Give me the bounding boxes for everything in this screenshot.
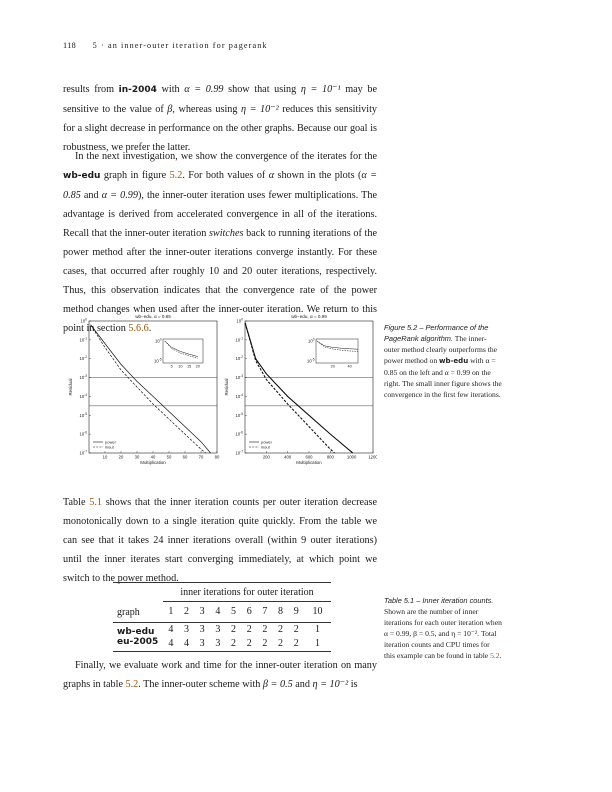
- inset-y-tick-label: $10^{-5}$: [153, 357, 162, 364]
- legend-label-power: power: [261, 439, 272, 445]
- x-tick-label: 60: [182, 454, 188, 460]
- x-axis-label: Multiplication: [140, 460, 166, 465]
- y-tick-label: $10^{-5}$: [79, 411, 87, 418]
- y-tick-label: $10^{-3}$: [79, 374, 87, 381]
- table-col-header: 5: [231, 606, 237, 618]
- legend-label-power: power: [105, 439, 116, 445]
- inset-x-tick-label: 40: [347, 364, 352, 369]
- x-tick-label: 200: [262, 454, 270, 460]
- table-cell: 2: [246, 624, 252, 635]
- table-row: [113, 622, 331, 637]
- chart-title: wb−edu, α = 0.85: [135, 314, 171, 319]
- table-cell: 1: [315, 624, 321, 635]
- inset-x-tick-label: 15: [186, 364, 192, 369]
- paragraph-4: Finally, we evaluate work and time for the inner-outer iteration on many graphs in table 5.2. The inner-outer scheme with β = 0.5 and η = 10⁻² is: [63, 660, 377, 690]
- x-tick-label: 40: [150, 454, 156, 460]
- table-cell: 2: [293, 624, 299, 635]
- y-tick-label: $10^0$: [236, 317, 243, 324]
- x-tick-label: 70: [198, 454, 204, 460]
- inset-frame: [316, 339, 358, 363]
- chapter-title: 5 · an inner-outer iteration for pagerank: [92, 41, 268, 50]
- table-cell: 2: [231, 638, 237, 649]
- paragraph-2: In the next investigation, we show the convergence of the iterates for the wb-edu graph in figure 5.2. For both values of α shown in the plots (α = 0.85 and α = 0.99), the inner-outer iteration uses fewer multiplications. The advantage is derived from accelerated convergence in all of the iterations. Recall that the inner-outer iteration switches back to running iterations of the power method after the inner-outer iterations converge instantly. For these cases, that occurred after roughly 10 and 20 outer iterations, respectively. Thus, this observation indicates that the convergence rate of the power method changes when used after the inner-outer iteration. We return to this point in section 5.6.6.: [63, 151, 377, 334]
- y-tick-label: $10^{-7}$: [235, 449, 243, 456]
- table-col-header: 2: [184, 606, 189, 618]
- y-tick-label: $10^{-6}$: [79, 430, 87, 437]
- table-cell: 2: [262, 638, 268, 649]
- table-cell: 3: [215, 638, 221, 649]
- paragraph-3: Table 5.1 shows that the inner iteration counts per outer iteration decrease monotonically down to a single iteration quite quickly. From the table we can see that it takes 24 inner iterations overall (within 9 outer iterations) until the inner iterates start converging immediately, at which point we switch to the power method.: [63, 497, 377, 584]
- page-number: 118: [63, 41, 77, 50]
- table-group-header: inner iterations for outer iteration: [163, 583, 331, 602]
- table-row: [113, 637, 331, 652]
- table-cell: 4: [184, 638, 189, 649]
- table-col-header: 9: [293, 606, 299, 618]
- x-tick-label: 1000: [347, 454, 357, 460]
- y-tick-label: $10^{-3}$: [235, 374, 243, 381]
- x-tick-label: 1200: [368, 454, 377, 460]
- table-cell-graph: eu-2005: [117, 636, 159, 647]
- table-col-header: 6: [246, 606, 252, 618]
- y-tick-label: $10^{-4}$: [79, 392, 87, 399]
- table-ref-link[interactable]: 5.1: [89, 497, 102, 508]
- table-cell: 3: [215, 624, 221, 635]
- figure-ref-link[interactable]: 5.2: [169, 170, 183, 181]
- y-tick-label: $10^{-4}$: [235, 392, 243, 399]
- y-tick-label: $10^{-2}$: [79, 355, 87, 362]
- x-axis-label: Multiplication: [296, 460, 322, 465]
- x-tick-label: 50: [166, 454, 172, 460]
- y-axis-label: Residual: [68, 378, 73, 396]
- y-tick-label: $10^{-1}$: [79, 336, 87, 343]
- graph-name: in-2004: [118, 85, 157, 95]
- x-tick-label: 600: [305, 454, 313, 460]
- legend-label-inout: inout: [261, 444, 270, 450]
- inset-y-tick-label: $10^0$: [308, 337, 315, 344]
- inset-x-tick-label: 20: [195, 364, 200, 369]
- y-tick-label: $10^{-2}$: [235, 355, 243, 362]
- table-col-header: 8: [278, 606, 284, 618]
- table-row-header: graph: [117, 606, 140, 618]
- inset-x-tick-label: 5: [170, 364, 173, 369]
- convergence-plots: [57, 312, 377, 474]
- table-ref-link[interactable]: 5.2: [490, 651, 500, 660]
- table-cell: 2: [293, 638, 299, 649]
- table-col-header: 10: [312, 606, 323, 618]
- table-5-1: [113, 582, 331, 652]
- x-tick-label: 800: [326, 454, 334, 460]
- graph-name: wb-edu: [63, 171, 101, 181]
- x-tick-label: 80: [214, 454, 220, 460]
- table-cell: 4: [168, 638, 174, 649]
- running-header: [63, 41, 268, 50]
- x-tick-label: 20: [118, 454, 124, 460]
- table-cell: 1: [315, 638, 321, 649]
- section-ref-link[interactable]: 5.6.6: [128, 323, 149, 334]
- table-cell: 3: [199, 638, 205, 649]
- table-cell: 3: [199, 624, 205, 635]
- figure-caption: Figure 5.2 – Performance of the PageRank algorithm. The inner-outer method clearly outperforms the power method on wb-edu with α = 0.85 on the left and α = 0.99 on the right. The small inner figure shows the convergence in the first few iterations.: [384, 323, 502, 399]
- table-cell: 4: [168, 624, 174, 635]
- inset-x-tick-label: 20: [330, 364, 335, 369]
- inset-y-tick-label: $10^0$: [155, 337, 162, 344]
- inset-y-tick-label: $10^{-5}$: [306, 357, 315, 364]
- table-col-header: 3: [199, 606, 205, 618]
- y-tick-label: $10^{-6}$: [235, 430, 243, 437]
- figure-5-2: [57, 312, 377, 474]
- table-cell: 2: [246, 638, 252, 649]
- table-cell: 2: [278, 638, 284, 649]
- y-tick-label: $10^{-7}$: [79, 449, 87, 456]
- x-tick-label: 400: [284, 454, 292, 460]
- table-cell: 3: [184, 624, 189, 635]
- table-ref-link[interactable]: 5.2: [125, 679, 139, 690]
- table-col-header: 1: [168, 606, 174, 618]
- y-tick-label: $10^{-1}$: [235, 336, 243, 343]
- chart-title: wb−edu, α = 0.99: [291, 314, 327, 319]
- inset-x-tick-label: 10: [178, 364, 183, 369]
- table-cell: 2: [278, 624, 284, 635]
- y-tick-label: $10^0$: [80, 317, 87, 324]
- legend-label-inout: inout: [105, 444, 114, 450]
- table-cell-graph: wb-edu: [117, 626, 155, 637]
- paragraph-1: results from in-2004 with α = 0.99 show that using η = 10⁻¹ may be sensitive to the value of β, whereas using η = 10⁻² reduces this sensitivity for a slight decrease in performance on the other graphs. Because our goal is robustness, we prefer the latter.: [63, 84, 377, 153]
- inset-frame: [163, 339, 203, 363]
- table-col-header: 4: [215, 606, 221, 618]
- table-col-header: 7: [262, 606, 268, 618]
- table-caption: Table 5.1 – Inner iteration counts. Shown are the number of inner iterations for each outer iteration when α = 0.99, β = 0.5, and η = 10⁻². Total iteration counts and CPU times for this example can be found in table 5.2.: [384, 596, 502, 660]
- y-axis-label: Residual: [224, 378, 229, 396]
- table-cell: 2: [231, 624, 237, 635]
- x-tick-label: 30: [134, 454, 140, 460]
- y-tick-label: $10^{-5}$: [235, 411, 243, 418]
- x-tick-label: 10: [102, 454, 108, 460]
- table-cell: 2: [262, 624, 268, 635]
